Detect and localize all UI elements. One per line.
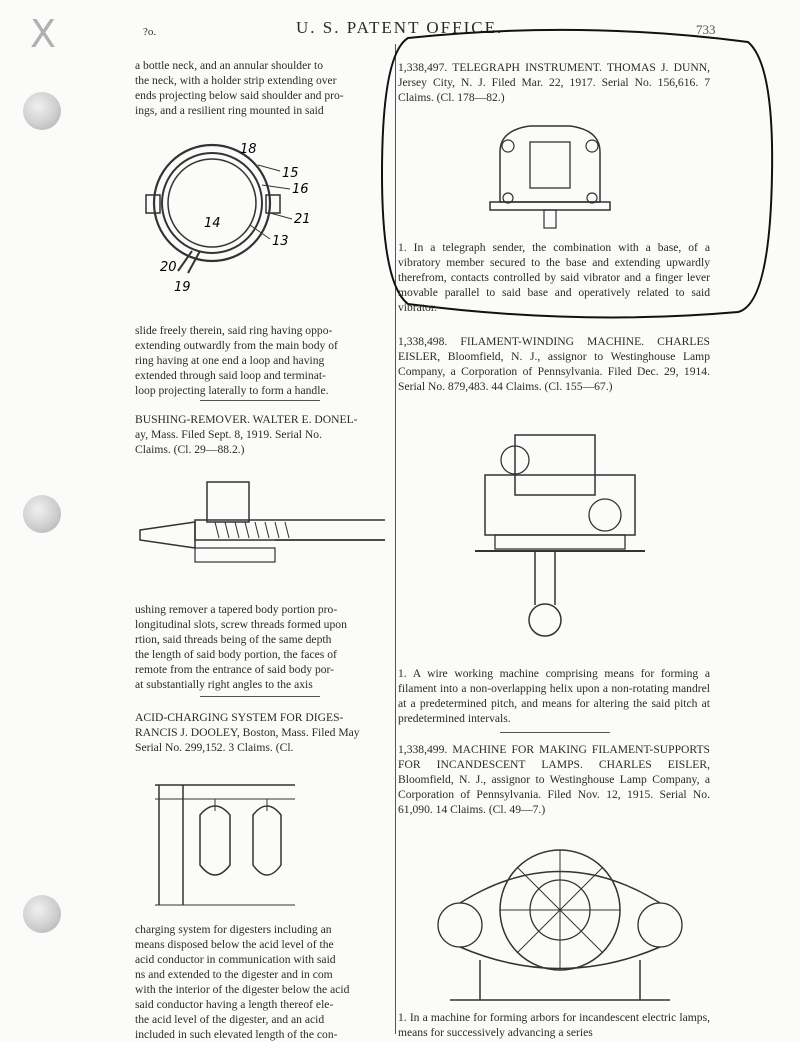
entry-separator [200,400,320,401]
binder-hole-bottom [23,895,61,933]
text-line: means disposed below the acid level of the [135,938,334,951]
right-entry-3-claim: 1. In a machine for forming arbors for incandescent electric lamps, means for successively advancing a series [398,1011,710,1039]
text-line: included in such elevated length of the con- [135,1028,338,1041]
text-line: charging system for digesters including an [135,923,332,936]
bushing-remover-figure [135,470,385,580]
right-entry-1-head: 1,338,497. TELEGRAPH INSTRUMENT. THOMAS J. DUNN, Jersey City, N. J. Filed Mar. 22, 1917. Serial No. 156,616. 7 Claims. (Cl. 178—82.) [398,61,710,104]
header-fragment: ?o. [143,26,157,38]
text-line: with the interior of the digester below the acid [135,983,350,996]
fig-label: 14 [204,216,221,231]
fig-label: 16 [292,182,309,197]
telegraph-figure [480,112,620,232]
text-line: ring having at one end a loop and having [135,354,325,367]
text-line: ACID-CHARGING SYSTEM FOR DIGES- [135,711,344,724]
text-line: acid conductor in communication with said [135,953,336,966]
right-entry-1-claim: 1. In a telegraph sender, the combination with a base, of a vibratory member secured to the base and extending upwardly therefrom, contacts controlled by said vibrator and a finger lever movable parallel to said base and operatively related to said vibrator. [398,241,710,314]
text-line: the length of said body portion, the faces of [135,648,337,661]
text-line: slide freely therein, said ring having oppo- [135,324,333,337]
text-line: the acid level of the digester, and an acid [135,1013,325,1026]
text-line: RANCIS J. DOOLEY, Boston, Mass. Filed May [135,726,360,739]
fig-label: 15 [282,166,299,181]
text-line: Claims. (Cl. 29—88.2.) [135,443,245,456]
binder-hole-middle [23,495,61,533]
text-line: ns and extended to the digester and in com [135,968,333,981]
page-title: U. S. PATENT OFFICE. [296,18,504,37]
margin-x-mark: X [30,12,57,56]
text-line: loop projecting laterally to form a handle. [135,384,329,397]
left-entry-3-head [135,710,385,755]
right-entry-2-head: 1,338,498. FILAMENT-WINDING MACHINE. CHARLES EISLER, Bloomfield, N. J., assignor to Westinghouse Lamp Company, a Corporation of Pennsylvania. Filed Dec. 29, 1914. Serial No. 879,483. 44 Claims. (Cl. 155—67.) [398,335,710,393]
text-line: at substantially right angles to the axis [135,678,313,691]
entry-separator [200,696,320,697]
fig-label: 21 [294,212,311,227]
filament-winding-figure [455,405,655,650]
right-entry-2-claim: 1. A wire working machine comprising means for forming a filament into a non-overlapping helix upon a non-rotating mandrel at a predetermined pitch, and means for altering the said pitch at predetermined intervals. [398,667,710,725]
right-entry-3-head: 1,338,499. MACHINE FOR MAKING FILAMENT-SUPPORTS FOR INCANDESCENT LAMPS. CHARLES EISLER, Bloomfield, N. J., assignor to Westinghouse Lamp Company, a Corporation of Pennsylvania. Filed Nov. 12, 1915. Serial No. 61,090. 14 Claims. (Cl. 49—7.) [398,743,710,816]
text-line: said conductor having a length thereof ele- [135,998,334,1011]
text-line: longitudinal slots, screw threads formed upon [135,618,347,631]
text-line: remote from the entrance of said body por- [135,663,335,676]
text-line: rtion, said threads being of the same depth [135,633,332,646]
fig-label: 13 [272,234,289,249]
left-block-4 [135,922,385,1042]
text-line: BUSHING-REMOVER. WALTER E. DONEL- [135,413,358,426]
ring-holder-figure [140,125,315,295]
page-number: 733 [696,22,716,37]
fig-label: 18 [240,142,257,157]
left-block-2 [135,323,385,398]
acid-charging-figure [145,775,305,915]
text-line: ings, and a resilient ring mounted in said [135,104,324,117]
left-block-1 [135,58,385,118]
left-entry-2-head [135,412,385,457]
binder-hole-top [23,92,61,130]
text-line: ushing remover a tapered body portion pro- [135,603,338,616]
text-line: ay, Mass. Filed Sept. 8, 1919. Serial No. [135,428,322,441]
text-line: a bottle neck, and an annular shoulder to [135,59,324,72]
entry-separator [500,732,610,733]
text-line: extended through said loop and terminat- [135,369,326,382]
filament-support-machine-figure [420,830,710,1008]
fig-label: 20 [160,260,177,275]
left-block-3 [135,602,385,692]
text-line: ends projecting below said shoulder and pro- [135,89,344,102]
text-line: Serial No. 299,152. 3 Claims. (Cl. [135,741,294,754]
fig-label: 19 [174,280,191,295]
text-line: extending outwardly from the main body of [135,339,338,352]
text-line: the neck, with a holder strip extending over [135,74,337,87]
